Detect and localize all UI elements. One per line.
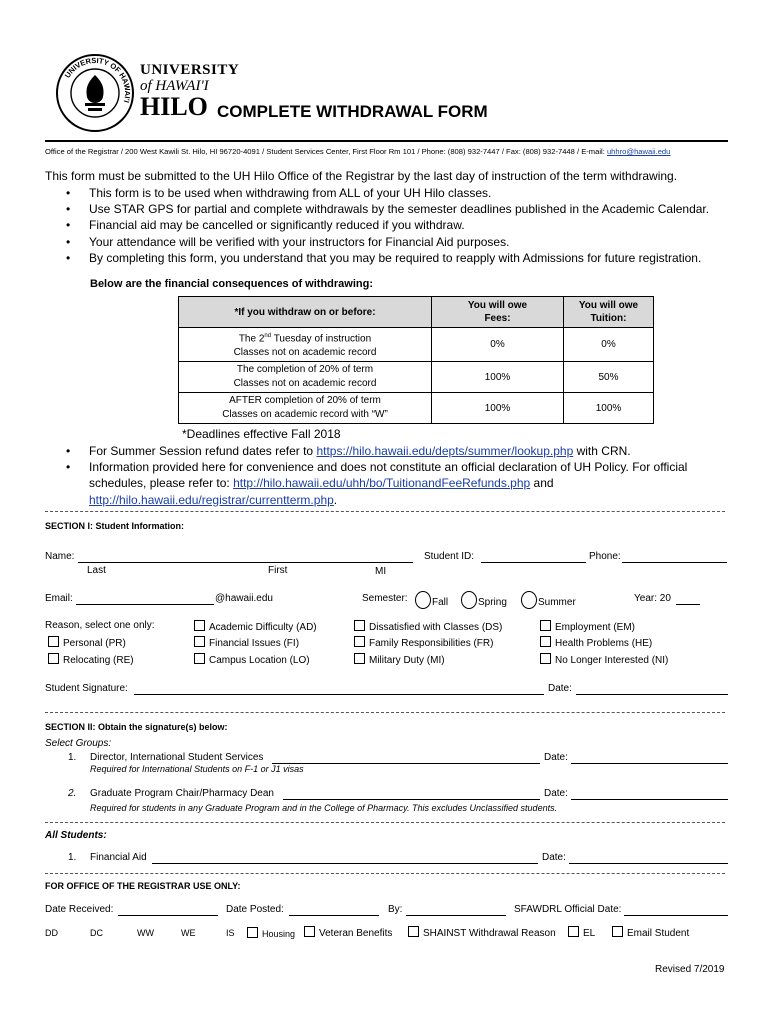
summer-radio[interactable]	[521, 591, 537, 609]
divider	[45, 511, 725, 512]
reason-label: Reason, select one only:	[45, 620, 155, 631]
item1-note: Required for International Students on F-1 or J1 visas	[90, 764, 304, 774]
reason-employment[interactable]: Employment (EM)	[540, 620, 635, 633]
signature-field[interactable]	[134, 683, 544, 695]
interest-checkbox[interactable]	[540, 653, 551, 664]
tuition-refunds-link[interactable]: http://hilo.hawaii.edu/uhh/bo/TuitionandFeeRefunds.php	[233, 476, 531, 491]
name-field[interactable]	[78, 551, 413, 563]
logo-hilo: HILO	[140, 92, 208, 121]
email-domain: @hawaii.edu	[215, 593, 273, 604]
employment-checkbox[interactable]	[540, 620, 551, 631]
veteran-checkbox[interactable]	[304, 926, 315, 937]
academic-checkbox[interactable]	[194, 620, 205, 631]
email-label: Email:	[45, 593, 73, 604]
phone-field[interactable]	[622, 551, 727, 563]
table-row: The 2nd Tuesday of instruction Classes not on academic record 0% 0%	[179, 328, 654, 362]
select-groups-label: Select Groups:	[45, 738, 112, 749]
logo-university: UNIVERSITY	[140, 62, 240, 78]
code-dd: DD	[45, 928, 58, 938]
intro-bullet: • Your attendance will be verified with your instructors for Financial Aid purposes.	[63, 234, 709, 250]
date-received-field[interactable]	[118, 904, 218, 916]
item1-date-label: Date:	[544, 752, 568, 763]
intro-bullet: • Financial aid may be cancelled or significantly reduced if you withdraw.	[63, 217, 709, 233]
logo-of-hawaii: of HAWAI'I	[140, 78, 209, 94]
table-row: The completion of 20% of term Classes not on academic record 100% 50%	[179, 362, 654, 393]
shainst-checkbox[interactable]	[408, 926, 419, 937]
notes-bullets	[63, 443, 687, 508]
year-label: Year: 20	[634, 593, 671, 604]
item2-note: Required for students in any Graduate Program and in the College of Pharmacy. This excludes Unclassified students.	[90, 803, 558, 813]
intro-lead: This form must be submitted to the UH Hilo Office of the Registrar by the last day of instruction of the term withdrawing.	[45, 169, 678, 183]
housing-option[interactable]: Housing	[247, 927, 295, 939]
summer-note: • For Summer Session refund dates refer to https://hilo.hawaii.edu/depts/summer/lookup.php with CRN.	[63, 443, 687, 459]
email-student-option[interactable]: Email Student	[612, 926, 689, 939]
veteran-option[interactable]: Veteran Benefits	[304, 926, 392, 939]
reason-personal[interactable]: Personal (PR)	[48, 636, 126, 649]
info-note: • Information provided here for convenience and does not constitute an official declaration of UH Policy. For official schedules, please refer to: http://hilo.hawaii.edu/uhh/bo/TuitionandFeeRefunds.php and http://hilo.hawaii.edu/registrar/currentterm.php.	[63, 459, 687, 508]
semester-spring-option[interactable]: Spring	[461, 591, 507, 609]
housing-checkbox[interactable]	[247, 927, 258, 938]
last-caption: Last	[87, 565, 106, 576]
item3-label: Financial Aid	[90, 852, 147, 863]
student-id-label: Student ID:	[424, 551, 475, 562]
item1-date-field[interactable]	[571, 752, 728, 764]
item2-label: Graduate Program Chair/Pharmacy Dean	[90, 788, 274, 799]
relocating-checkbox[interactable]	[48, 653, 59, 664]
dissatisfied-checkbox[interactable]	[354, 620, 365, 631]
reason-relocating[interactable]: Relocating (RE)	[48, 653, 134, 666]
code-we: WE	[181, 928, 196, 938]
email-student-checkbox[interactable]	[612, 926, 623, 937]
office-heading: FOR OFFICE OF THE REGISTRAR USE ONLY:	[45, 881, 241, 891]
item3-date-label: Date:	[542, 852, 566, 863]
item3-number: 1.	[68, 852, 77, 863]
shainst-option[interactable]: SHAINST Withdrawal Reason	[408, 926, 556, 939]
code-dc: DC	[90, 928, 103, 938]
intro-bullet: • Use STAR GPS for partial and complete withdrawals by the semester deadlines published in the Academic Calendar.	[63, 201, 709, 217]
year-field[interactable]	[676, 593, 700, 605]
military-checkbox[interactable]	[354, 653, 365, 664]
signature-date-field[interactable]	[576, 683, 728, 695]
fall-radio[interactable]	[415, 591, 431, 609]
health-checkbox[interactable]	[540, 636, 551, 647]
el-checkbox[interactable]	[568, 926, 579, 937]
semester-label: Semester:	[362, 593, 408, 604]
reason-family[interactable]: Family Responsibilities (FR)	[354, 636, 493, 649]
divider	[45, 873, 725, 874]
personal-checkbox[interactable]	[48, 636, 59, 647]
item1-label: Director, International Student Services	[90, 752, 264, 763]
student-id-field[interactable]	[481, 551, 586, 563]
section1-heading: SECTION I: Student Information:	[45, 521, 184, 531]
item2-number: 2.	[68, 788, 77, 799]
table-header: *If you withdraw on or before:	[179, 297, 432, 328]
el-option[interactable]: EL	[568, 926, 595, 939]
reason-campus[interactable]: Campus Location (LO)	[194, 653, 310, 666]
item1-number: 1.	[68, 752, 77, 763]
table-header: You will owe Fees:	[432, 297, 564, 328]
by-field[interactable]	[406, 904, 506, 916]
item3-date-field[interactable]	[569, 852, 728, 864]
consequences-heading: Below are the financial consequences of withdrawing:	[90, 278, 373, 290]
form-title: COMPLETE WITHDRAWAL FORM	[217, 102, 488, 121]
registrar-email-link[interactable]: uhhro@hawaii.edu	[606, 147, 671, 156]
financial-checkbox[interactable]	[194, 636, 205, 647]
item1-signature-field[interactable]	[272, 752, 540, 764]
intro-bullet: • This form is to be used when withdrawing from ALL of your UH Hilo classes.	[63, 185, 709, 201]
table-header: You will owe Tuition:	[564, 297, 654, 328]
campus-checkbox[interactable]	[194, 653, 205, 664]
section2-heading: SECTION II: Obtain the signature(s) below:	[45, 722, 228, 732]
signature-label: Student Signature:	[45, 683, 128, 694]
family-checkbox[interactable]	[354, 636, 365, 647]
first-caption: First	[268, 565, 288, 576]
sfawdrl-field[interactable]	[624, 904, 728, 916]
financial-consequences-table	[178, 296, 654, 424]
reason-dissatisfied[interactable]: Dissatisfied with Classes (DS)	[354, 620, 502, 633]
reason-financial[interactable]: Financial Issues (FI)	[194, 636, 299, 649]
divider	[45, 822, 725, 823]
reason-health[interactable]: Health Problems (HE)	[540, 636, 652, 649]
name-label: Name:	[45, 551, 75, 562]
signature-date-label: Date:	[548, 683, 572, 694]
semester-summer-option[interactable]: Summer	[521, 591, 576, 609]
spring-radio[interactable]	[461, 591, 477, 609]
financial-aid-signature-field[interactable]	[152, 852, 538, 864]
date-received-label: Date Received:	[45, 904, 114, 915]
table-row: AFTER completion of 20% of term Classes on academic record with “W” 100% 100%	[179, 393, 654, 424]
code-is: IS	[226, 928, 235, 938]
mi-caption: MI	[375, 566, 387, 577]
semester-fall-option[interactable]: Fall	[415, 591, 448, 609]
divider	[45, 712, 725, 713]
intro-bullet: • By completing this form, you understand that you may be required to reapply with Admissions for future registration.	[63, 250, 709, 266]
deadlines-footnote: *Deadlines effective Fall 2018	[182, 427, 341, 441]
university-seal	[55, 53, 135, 133]
header-rule	[45, 140, 728, 142]
phone-label: Phone:	[589, 551, 621, 562]
sfawdrl-label: SFAWDRL Official Date:	[514, 904, 622, 915]
email-field[interactable]	[76, 593, 214, 605]
reason-interest[interactable]: No Longer Interested (NI)	[540, 653, 668, 666]
office-info-line: Office of the Registrar / 200 West Kawili St. Hilo, HI 96720-4091 / Student Services Center, First Floor Rm 101 / Phone: (808) 932-7447 / Fax: (808) 932-7448 / E-mail: uhhro@hawaii.edu	[45, 147, 671, 156]
code-ww: WW	[137, 928, 154, 938]
all-students-label: All Students:	[45, 830, 107, 841]
svg-text:UNIVERSITY OF HAWAI'I: UNIVERSITY OF HAWAI'I	[62, 55, 133, 104]
reason-academic[interactable]: Academic Difficulty (AD)	[194, 620, 317, 633]
revised-date: Revised 7/2019	[655, 964, 725, 975]
intro-bullets	[63, 185, 709, 266]
item2-date-field[interactable]	[571, 788, 728, 800]
by-label: By:	[388, 904, 403, 915]
item2-signature-field[interactable]	[283, 788, 540, 800]
date-posted-label: Date Posted:	[226, 904, 284, 915]
reason-military[interactable]: Military Duty (MI)	[354, 653, 445, 666]
summer-lookup-link[interactable]: https://hilo.hawaii.edu/depts/summer/lookup.php	[316, 444, 574, 458]
date-posted-field[interactable]	[289, 904, 379, 916]
item2-date-label: Date:	[544, 788, 568, 799]
current-term-link[interactable]: http://hilo.hawaii.edu/registrar/currentterm.php	[89, 492, 334, 507]
